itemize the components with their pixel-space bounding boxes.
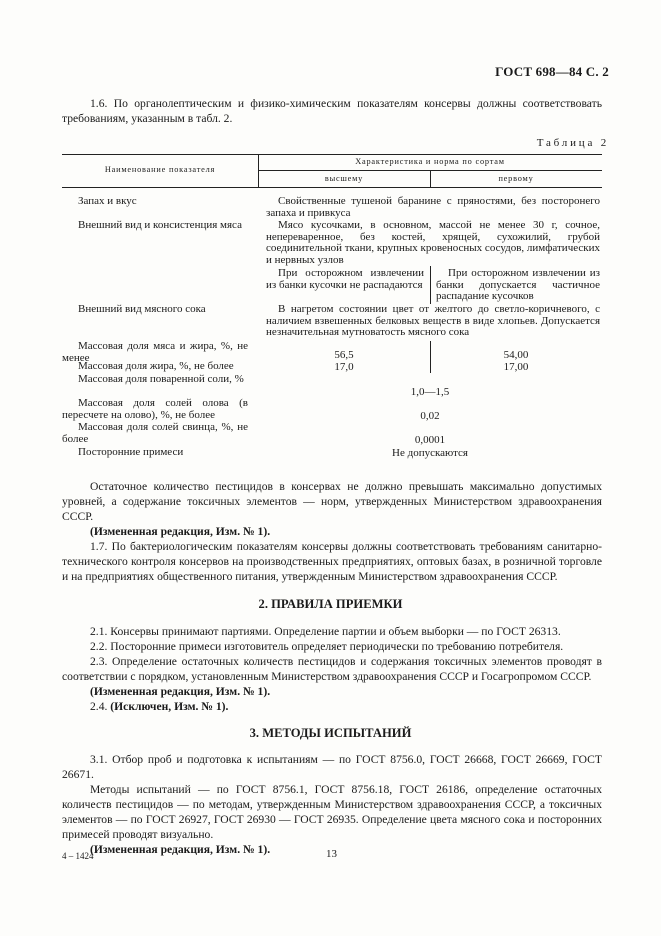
paragraph-2-1: 2.1. Консервы принимают партиями. Определение партии и объем выборки — по ГОСТ 26313. xyxy=(90,625,561,638)
row-look-split xyxy=(430,266,431,304)
row-foreign-name: Посторонние примеси xyxy=(78,446,184,458)
row-salt-value: 1,0—1,5 xyxy=(410,386,450,398)
row-fat2-first: 17,00 xyxy=(503,361,529,373)
methods-paragraph: Методы испытаний — по ГОСТ 8756.1, ГОСТ 8756.18, ГОСТ 26186, определение остаточных количеств пестицидов — по методам, утвержденным Министерством здравоохранения СССР, а токсичных элементов — по ГОСТ 26927, ГОСТ 26930 — ГОСТ 26935. Определение цвета мясного сока и посторонних примесей проводят визуально. xyxy=(62,783,602,841)
section-2-title: 2. ПРАВИЛА ПРИЕМКИ xyxy=(258,597,403,611)
edit-note: (Измененная редакция, Изм. № 1). xyxy=(90,685,271,698)
section-3-title: 3. МЕТОДЫ ИСПЫТАНИЙ xyxy=(249,726,412,740)
paragraph-3-1: 3.1. Отбор проб и подготовка к испытаниям — по ГОСТ 8756.0, ГОСТ 26668, ГОСТ 26669, ГОСТ 26671. xyxy=(62,753,602,781)
row-look-value: Мясо кусочками, в основном, массой не менее 30 г, сочное, непереваренное, без костей, хрящей, сухожилий, грубой соединительной ткани, крупных кровеносных сосудов, лимфатических и нервных узлов xyxy=(266,219,600,266)
row-juice-name: Внешний вид мясного сока xyxy=(78,303,206,315)
row-smell-value: Свойственные тушеной баранине с пряностями, без посторонего запаха и привкуса xyxy=(266,195,600,219)
paragraph-2-4-text: (Исключен, Изм. № 1). xyxy=(110,700,229,713)
edit-note: (Измененная редакция, Изм. № 1). xyxy=(90,525,271,538)
intro-block xyxy=(62,96,602,126)
row-lead-name: Массовая доля солей свинца, %, не более xyxy=(62,421,248,445)
col-header-first: первому xyxy=(498,174,534,183)
col-header-group: Характеристика и норма по сортам xyxy=(355,157,505,166)
row-look-high: При осторожном извлечении из банки кусочки не распадаются xyxy=(266,267,424,291)
row-foreign-value: Не допускаются xyxy=(392,447,468,459)
print-code: 4 – 1424 xyxy=(62,851,94,861)
paragraph-2-3: 2.3. Определение остаточных количеств пестицидов и содержания токсичных элементов проводят в соответствии с порядком, установленным Министерством здравоохранения СССР и Госагропромом СССР. xyxy=(62,655,602,683)
row-fat-first: 54,00 xyxy=(503,349,529,361)
section-2-block xyxy=(62,624,602,714)
after-table-block xyxy=(62,479,602,584)
table-header-rule xyxy=(62,187,602,188)
row-salt-name: Массовая доля поваренной соли, % xyxy=(78,373,244,385)
section-3-block xyxy=(62,752,602,857)
edit-note: (Измененная редакция, Изм. № 1). xyxy=(90,843,271,856)
document-header: ГОСТ 698—84 С. 2 xyxy=(495,64,609,79)
paragraph-2-4-number: 2.4. xyxy=(90,700,108,713)
row-fat-name: Массовая доля мяса и жира, %, не менее xyxy=(62,340,248,364)
table-top-rule xyxy=(62,154,602,155)
row-smell-name: Запах и вкус xyxy=(78,195,137,207)
row-fat-high: 56,5 xyxy=(334,349,354,361)
row-look-name: Внешний вид и консистенция мяса xyxy=(78,219,242,231)
row-tin-value: 0,02 xyxy=(420,410,440,422)
table-label: Таблица 2 xyxy=(536,137,609,149)
paragraph-1-6: 1.6. По органолептическим и физико-химическим показателям консервы должны соответствовать требованиям, указанным в табл. 2. xyxy=(62,97,602,125)
col-header-name: Наименование показателя xyxy=(104,165,216,174)
page-number: 13 xyxy=(326,848,337,860)
row-juice-value: В нагретом состоянии цвет от желтого до светло-коричневого, с наличием взвешенных белковых веществ в виде хлопьев. Допускается незначительная мутноватость мясного сока xyxy=(266,303,600,339)
paragraph-2-4 xyxy=(62,699,602,714)
paragraph-2-2: 2.2. Посторонние примеси изготовитель определяет периодически по требованию потребителя. xyxy=(90,640,564,653)
row-look-first: При осторожном извлечении из банки допускается частичное распадание кусочков xyxy=(436,267,600,303)
row-fat2-name: Массовая доля жира, %, не более xyxy=(78,360,234,372)
paragraph-1-7: 1.7. По бактериологическим показателям консервы должны соответствовать требованиям санитарно-технического контроля консервов на производственных предприятиях, оптовых базах, в розничной торговле и на предприятиях общественного питания, утвержденным Министерством здравоохранения СССР. xyxy=(62,540,602,583)
pesticides-paragraph: Остаточное количество пестицидов в консервах не должно превышать максимально допустимых уровней, а содержание токсичных элементов — норм, утвержденных Министерством здравоохранения СССР. xyxy=(62,480,602,523)
row-fat2-high: 17,0 xyxy=(334,361,354,373)
row-lead-value: 0,0001 xyxy=(414,434,446,446)
col-header-high: высшему xyxy=(324,174,364,183)
row-tin-name: Массовая доля солей олова (в пересчете на олово), %, не более xyxy=(62,397,248,421)
